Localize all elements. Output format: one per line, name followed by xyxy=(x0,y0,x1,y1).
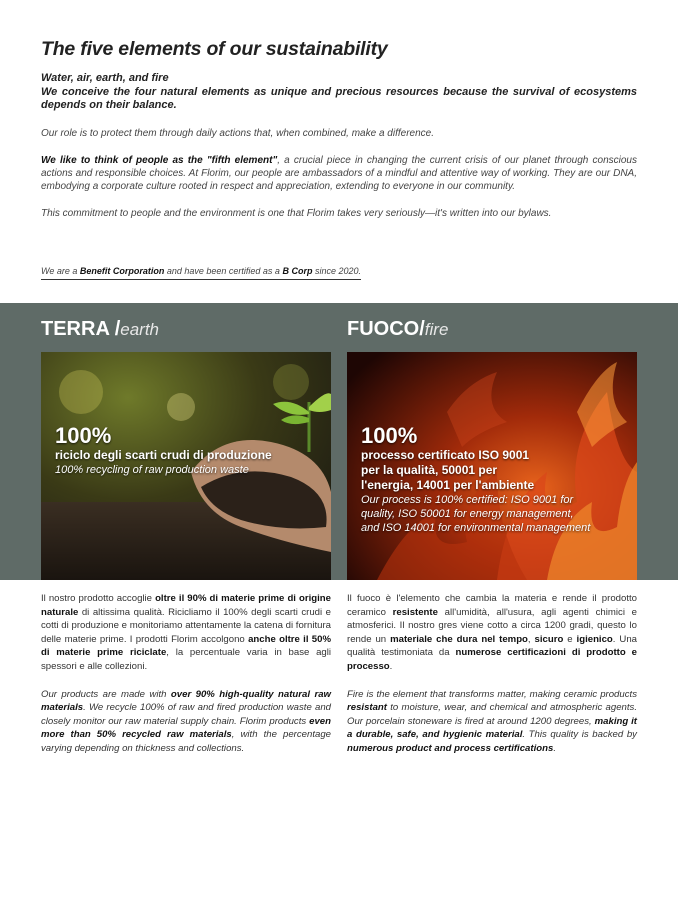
fire-label-en-1: Our process is 100% certified: ISO 9001 for xyxy=(361,494,574,506)
earth-heading-it: TERRA / xyxy=(41,318,121,340)
fire-percentage: 100% xyxy=(361,423,418,448)
fifth-element-rest: , a crucial piece in changing the current crisis of our planet through conscious actions and responsible choices. At Florim, our people are ambassadors of a mindful and attentive way of working. They are our DNA, embodying a corporate culture rooted in respect and appreciation, extending to everyone in our community. xyxy=(41,154,637,192)
bcorp-bcorp: B Corp xyxy=(282,266,313,276)
fire-heading xyxy=(347,318,637,348)
fire-label-it-3: l'energia, 14001 per l'ambiente xyxy=(361,478,535,492)
fire-overlay xyxy=(361,424,590,535)
fire-heading-en: fire xyxy=(424,320,449,339)
intro-lead: We conceive the four natural elements as unique and precious resources because the survival of ecosystems depends on their balance. xyxy=(41,85,637,111)
fire-photo xyxy=(347,352,637,580)
fire-description xyxy=(347,592,637,756)
fire-heading-it: FUOCO/ xyxy=(347,318,425,340)
bcorp-benefit-corp: Benefit Corporation xyxy=(79,266,165,276)
intro-fifth-element xyxy=(41,154,637,193)
earth-heading xyxy=(41,318,331,348)
earth-percentage: 100% xyxy=(55,423,112,448)
fifth-element-bold: We like to think of people as the "fifth element" xyxy=(41,154,278,166)
intro-section xyxy=(41,72,637,220)
bcorp-text-2: and have been certified as a xyxy=(164,266,283,276)
earth-label-it: riciclo degli scarti crudi di produzione xyxy=(55,448,272,462)
fire-text-en: Fire is the element that transforms matter, making ceramic products resistant to moisture, wear, and chemical and atmospheric agents. Our porcelain stoneware is fired at around 1200 degrees, making it a durable, safe, and hygienic material. This quality is backed by numerous product and process certifications. xyxy=(347,688,637,754)
earth-photo xyxy=(41,352,331,580)
intro-role: Our role is to protect them through daily actions that, when combined, make a difference. xyxy=(41,127,434,139)
bcorp-note xyxy=(41,266,361,280)
earth-label-en: 100% recycling of raw production waste xyxy=(55,464,249,476)
fire-label-en-2: quality, ISO 50001 for energy management, xyxy=(361,508,574,520)
fire-label-it-1: processo certificato ISO 9001 xyxy=(361,448,530,462)
earth-text-en: Our products are made with over 90% high-quality natural raw materials. We recycle 100% of raw and fired production waste and closely monitor our raw material supply chain. Florim products even more than 50% recycled raw materials, with the percentage varying depending on thickness and collections. xyxy=(41,688,331,754)
bcorp-text-1: We are a xyxy=(41,266,80,276)
earth-heading-en: earth xyxy=(120,320,160,339)
bcorp-text-3: since 2020. xyxy=(312,266,361,276)
fire-column xyxy=(347,318,637,580)
fire-label-it-2: per la qualità, 50001 per xyxy=(361,463,498,477)
fire-text-it: Il fuoco è l'elemento che cambia la materia e rende il prodotto ceramico resistente all'umidità, all'usura, agli agenti chimici e atmosferici. Il nostro gres viene cotto a circa 1200 gradi, questo lo rende un materiale che dura nel tempo, sicuro e igienico. Una qualità testimoniata da numerose certificazioni di prodotto e processo. xyxy=(347,593,637,672)
earth-column xyxy=(41,318,331,580)
fire-label-en-3: and ISO 14001 for environmental management xyxy=(361,522,591,534)
earth-overlay xyxy=(55,424,272,477)
earth-description xyxy=(41,592,331,756)
earth-text-it: Il nostro prodotto accoglie oltre il 90% di materie prime di origine naturale di altissima qualità. Ricicliamo il 100% degli scarti crudi e cotti di produzione e monitoriamo attentamente la catena di fornitura delle materie prime. I prodotti Florim accolgono anche oltre il 50% di materie prime riciclate, la percentuale varia in base agli spessori e alle collezioni. xyxy=(41,593,332,672)
page-title: The five elements of our sustainability xyxy=(41,38,388,60)
intro-commitment: This commitment to people and the environment is one that Florim takes very seriously—it's written into our bylaws. xyxy=(41,207,552,219)
intro-subtitle: Water, air, earth, and fire xyxy=(41,72,169,84)
